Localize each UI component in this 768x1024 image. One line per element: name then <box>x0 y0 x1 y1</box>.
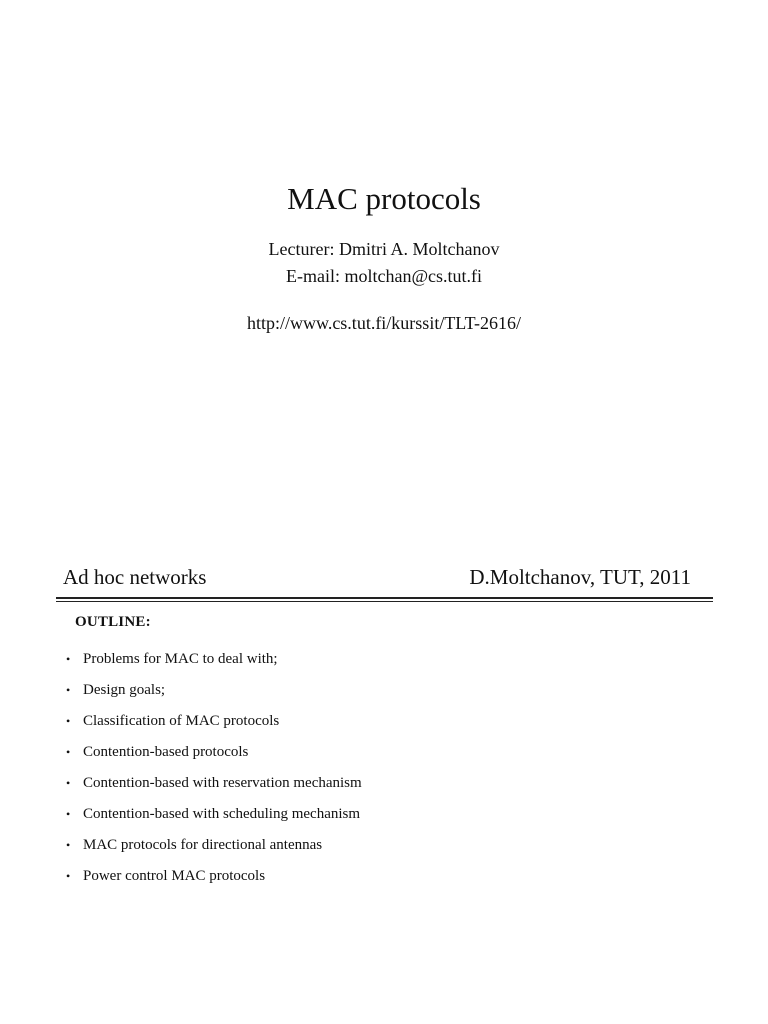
bullet-icon: • <box>66 868 71 883</box>
outline-item-text: Problems for MAC to deal with; <box>83 650 278 667</box>
outline-item-text: MAC protocols for directional antennas <box>83 836 323 853</box>
outline-item-text: Classification of MAC protocols <box>83 712 280 729</box>
header-left-text: Ad hoc networks <box>63 565 207 589</box>
bullet-icon: • <box>66 837 71 852</box>
outline-item-text: Contention-based protocols <box>83 743 249 760</box>
bullet-icon: • <box>66 682 71 697</box>
outline-item <box>66 829 362 860</box>
bullet-icon: • <box>66 713 71 728</box>
outline-item <box>66 705 362 736</box>
outline-list <box>66 643 362 891</box>
email-line: E-mail: moltchan@cs.tut.fi <box>285 266 483 286</box>
outline-item <box>66 736 362 767</box>
bullet-icon: • <box>66 744 71 759</box>
course-url: http://www.cs.tut.fi/kurssit/TLT-2616/ <box>246 313 521 333</box>
outline-item <box>66 798 362 829</box>
outline-item-text: Contention-based with scheduling mechanism <box>83 805 361 822</box>
outline-item <box>66 860 362 891</box>
bullet-icon: • <box>66 775 71 790</box>
outline-item <box>66 674 362 705</box>
header-rule-bottom <box>56 601 713 602</box>
outline-item-text: Contention-based with reservation mechanism <box>83 774 362 791</box>
page-title: MAC protocols <box>287 181 481 216</box>
outline-item <box>66 643 362 674</box>
outline-item <box>66 767 362 798</box>
header-right-text: D.Moltchanov, TUT, 2011 <box>469 565 691 589</box>
outline-item-text: Design goals; <box>83 681 166 698</box>
outline-heading: OUTLINE: <box>75 614 151 630</box>
header-rule-top <box>56 597 713 599</box>
bullet-icon: • <box>66 651 71 666</box>
outline-item-text: Power control MAC protocols <box>83 867 266 884</box>
bullet-icon: • <box>66 806 71 821</box>
lecturer-line: Lecturer: Dmitri A. Moltchanov <box>268 239 500 259</box>
